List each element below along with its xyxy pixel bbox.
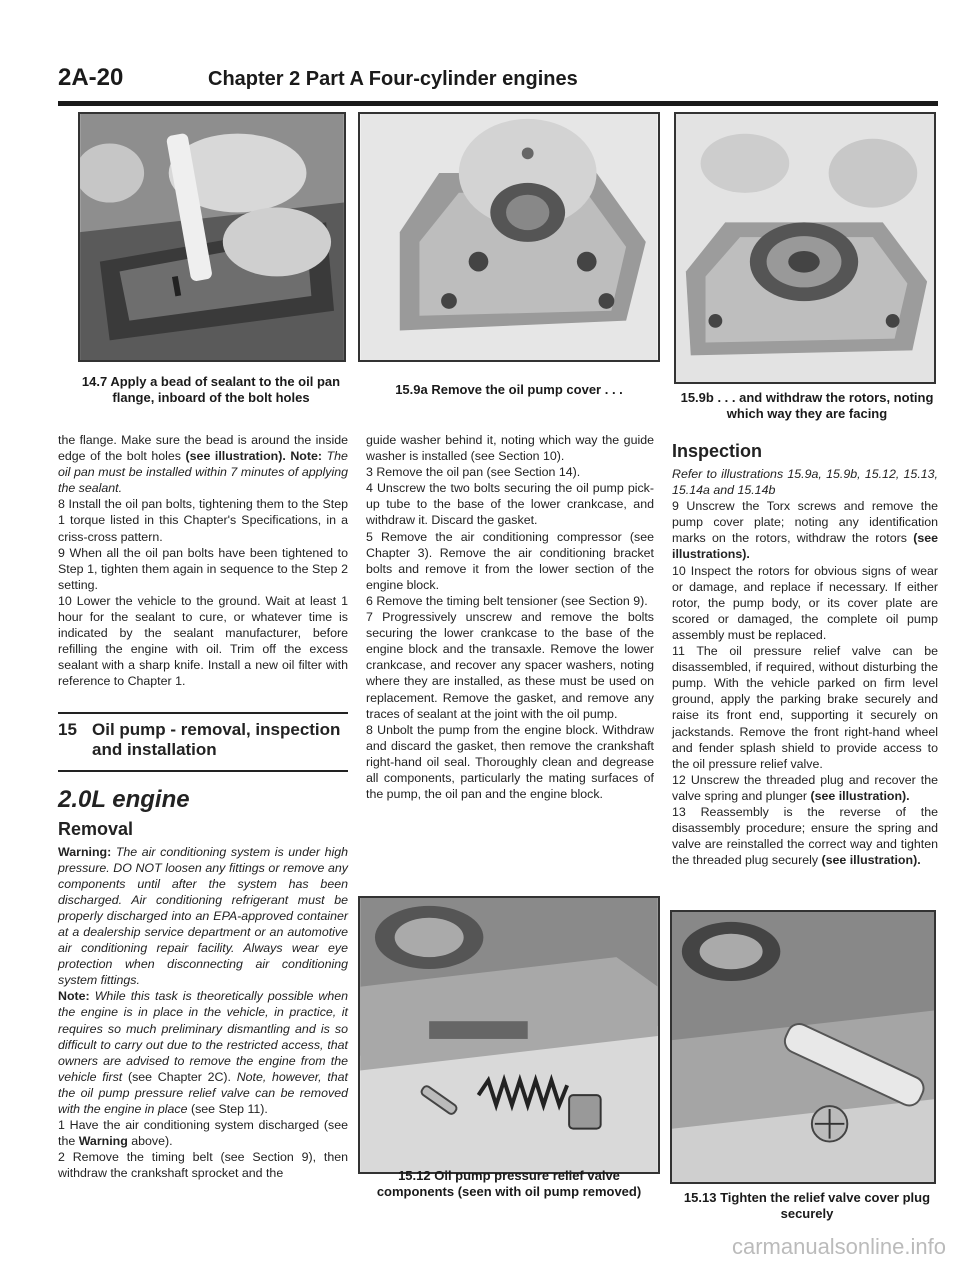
step-9-pan: 9 When all the oil pan bolts have been tightened to Step 1, tighten them again in sequence to the Step 2 setting.	[58, 545, 348, 592]
step-13-inspection	[672, 804, 938, 868]
pump-cover-photo-image	[360, 114, 658, 360]
note2-text-b: Note, however, that the oil pump pressure relief valve can be removed with the engine in place	[58, 1069, 348, 1116]
section-heading	[58, 720, 348, 760]
ref-see-illustration: (see illustration).	[185, 449, 286, 464]
paragraph-flange	[58, 432, 348, 496]
section-rule-bottom	[58, 770, 348, 772]
step1-text-a: 1 Have the air conditioning system discharged (see the	[58, 1118, 348, 1149]
header-rule	[58, 101, 938, 106]
caption-15-13: 15.13 Tighten the relief valve cover plug securely	[683, 1190, 931, 1221]
rotors-photo-image	[676, 114, 934, 382]
photo-relief-valve-components	[358, 896, 660, 1174]
caption-15-9b: 15.9b . . . and withdraw the rotors, noting which way they are facing	[680, 390, 934, 421]
photo-sealant-bead	[78, 112, 346, 362]
step12-text: 12 Unscrew the threaded plug and recover the valve spring and plunger	[672, 772, 938, 803]
step13-text: 13 Reassembly is the reverse of the disassembly procedure; ensure the spring and valve are reinstalled the correct way and tighten the threaded plug securely	[672, 804, 938, 868]
warning-label: Warning:	[58, 844, 112, 859]
photo-pump-cover	[358, 112, 660, 362]
step1-warning-ref: Warning	[78, 1134, 128, 1149]
step-12-inspection	[672, 772, 938, 804]
tighten-plug-photo-image	[672, 912, 934, 1182]
refer-text: Refer to illustrations 15.9a, 15.9b, 15.12, 15.13, 15.14a and 15.14b	[672, 467, 938, 498]
text-flange: the flange. Make sure the bead is around the inside edge of the bolt holes	[58, 433, 348, 464]
caption-14-7: 14.7 Apply a bead of sealant to the oil pan flange, inboard of the bolt holes	[81, 374, 341, 405]
chapter-title: Chapter 2 Part A Four-cylinder engines	[208, 68, 578, 90]
step-2-removal: 2 Remove the timing belt (see Section 9), then withdraw the crankshaft sprocket and the	[58, 1150, 348, 1181]
photo-tighten-plug	[670, 910, 936, 1184]
step-7-removal: 7 Progressively unscrew and remove the bolts securing the lower crankcase to the base of the engine block and the transaxle. Remove the lower crankcase, and recover any spacer washers, noting where they are installed, as these must be used on replacement. Remove the gasket, and remove any traces of sealant at the joint with the oil pump.	[366, 610, 654, 721]
step-10-inspection: 10 Inspect the rotors for obvious signs of wear or damage, and replace if necessary. If either rotor, the pump body, or its cover plate are scored or damaged, the complete oil pump assembly must be replaced.	[672, 563, 938, 642]
step-1-removal	[58, 1117, 348, 1149]
step-6-removal: 6 Remove the timing belt tensioner (see Section 9).	[366, 593, 648, 608]
section-rule-top	[58, 712, 348, 714]
step-8-removal: 8 Unbolt the pump from the engine block. Withdraw and discard the gasket, then remove the crankshaft right-hand oil seal. Thoroughly clean and degrease all components, particularly the mating surfaces of the pump, the oil pan and the engine block.	[366, 722, 654, 802]
step-3-removal: 3 Remove the oil pan (see Section 14).	[366, 465, 581, 480]
sealant-photo-image	[80, 114, 344, 360]
engine-heading: 2.0L engine	[58, 785, 190, 813]
column-3	[672, 440, 938, 868]
removal-heading: Removal	[58, 818, 134, 839]
note2-label: Note:	[58, 989, 90, 1004]
note2-text-a: While this task is theoretically possible when the engine is in place in the vehicle, in practice, it requires so much preliminary dismantling and is so difficult to carry out due to the restricted access, that owners are advised to remove the engine from the vehicle first	[58, 989, 348, 1084]
step9-text: 9 Unscrew the Torx screws and remove the pump cover plate; noting any identification marks on the rotors, withdraw the rotors	[672, 499, 938, 546]
section-number: 15	[58, 719, 77, 739]
page-number: 2A-20	[58, 64, 124, 91]
refer-illustrations	[672, 466, 938, 498]
step-8-pan: 8 Install the oil pan bolts, tightening them to the Step 1 torque listed in this Chapter's Specifications, in a criss-cross pattern.	[58, 497, 348, 544]
step-10-pan: 10 Lower the vehicle to the ground. Wait at least 1 hour for the sealant to cure, or whatever time is indicated by the sealant manufacturer, before refilling the engine with oil. Trim off the excess sealant with a sharp knife. Install a new oil filter with reference to Chapter 1.	[58, 593, 348, 689]
note2-ref2: (see Step 11).	[190, 1102, 268, 1116]
note-label: Note:	[290, 449, 323, 464]
step-4-removal: 4 Unscrew the two bolts securing the oil pump pick-up tube to the base of the lower crankcase, and withdraw it. Discard the gasket.	[366, 481, 654, 528]
inspection-heading: Inspection	[672, 441, 763, 461]
relief-valve-photo-image	[360, 898, 658, 1172]
step12-ref: (see illustration).	[810, 788, 910, 803]
column-1	[58, 432, 348, 1181]
section-title-line1: Oil pump - removal, inspection	[92, 719, 341, 739]
warning-paragraph	[58, 844, 348, 989]
step-9-inspection	[672, 498, 938, 562]
photo-rotors	[674, 112, 936, 384]
paragraph-guide-washer: guide washer behind it, noting which way the guide washer is installed (see Section 10).	[366, 433, 654, 464]
column-2	[366, 432, 654, 802]
step-5-removal: 5 Remove the air conditioning compressor (see Chapter 3). Remove the air conditioning bracket bolts and remove it from the lower section of the engine block.	[366, 529, 654, 592]
note2-paragraph	[58, 988, 348, 1117]
note2-ref1: (see Chapter 2C).	[127, 1069, 231, 1084]
step13-ref: (see illustration).	[821, 853, 921, 868]
caption-15-9a: 15.9a Remove the oil pump cover . . .	[395, 382, 623, 397]
caption-15-12: 15.12 Oil pump pressure relief valve components (seen with oil pump removed)	[376, 1168, 642, 1199]
section-title-line2: and installation	[92, 739, 217, 759]
watermark: carmanualsonline.info	[731, 1234, 946, 1259]
page-header	[58, 64, 938, 104]
note-text: The oil pan must be installed within 7 minutes of applying the sealant.	[58, 449, 348, 496]
warning-text: The air conditioning system is under high pressure. DO NOT loosen any fittings or remove any components until after the system has been discharged. Air conditioning refrigerant must be properly discharged into an EPA-approved container at a dealership service department or an automotive air conditioning repair facility. Always wear eye protection when disconnecting air conditioning system fittings.	[58, 844, 348, 988]
step-11-inspection: 11 The oil pressure relief valve can be disassembled, if required, without disturbing the pump. With the vehicle parked on firm level ground, apply the parking brake securely and raise its front end, supporting it securely on jackstands. Remove the front right-hand wheel and fender splash shield to provide access to the oil pressure relief valve.	[672, 644, 938, 771]
step9-ref: (see illustrations).	[672, 531, 939, 562]
step1-text-b: above).	[131, 1134, 173, 1149]
